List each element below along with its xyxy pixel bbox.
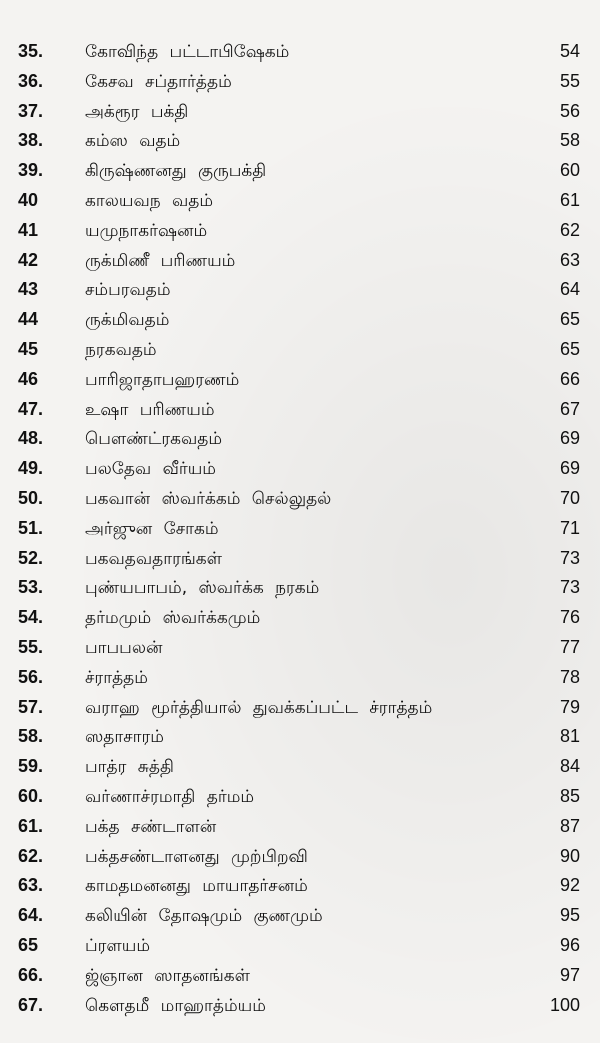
toc-entry-page: 64 <box>559 279 580 300</box>
toc-entry-page: 90 <box>559 845 580 866</box>
toc-entry-title: ஸதாசாரம் <box>85 727 164 748</box>
toc-entry-page: 71 <box>559 517 580 538</box>
toc-entry-title: யமுநாகர்ஷனம் <box>85 220 208 241</box>
toc-entry <box>18 991 580 1021</box>
toc-entry-number: 59. <box>18 756 44 777</box>
toc-entry-title: ருக்மிணீ பரிணயம் <box>85 250 236 271</box>
toc-entry-page: 87 <box>559 815 580 836</box>
toc-entry-page: 60 <box>559 160 580 181</box>
toc-entry-title: கிருஷ்ணனது குருபக்தி <box>85 161 267 182</box>
toc-entry-page: 73 <box>559 547 580 568</box>
toc-entry-number: 47. <box>18 398 44 419</box>
toc-entry <box>18 186 580 216</box>
toc-entry-title: கோவிந்த பட்டாபிஷேகம் <box>85 42 290 62</box>
toc-entry-number: 61. <box>18 815 44 836</box>
toc-entry-page: 95 <box>559 905 580 926</box>
toc-entry-title: வராஹ மூர்த்தியால் துவக்கப்பட்ட ச்ராத்தம் <box>85 697 433 718</box>
toc-entry-title: பாபபலன் <box>85 637 163 658</box>
toc-entry-number: 45 <box>18 338 39 359</box>
toc-entry-title: ச்ராத்தம் <box>85 667 148 688</box>
toc-entry <box>18 514 580 544</box>
toc-entry-title: சம்பரவதம் <box>85 280 171 301</box>
toc-entry <box>18 454 580 484</box>
toc-entry <box>18 97 580 127</box>
toc-entry-number: 54. <box>18 607 44 628</box>
toc-entry <box>18 67 580 97</box>
toc-entry <box>18 901 580 931</box>
toc-entry-number: 60. <box>18 785 44 806</box>
toc-entry-title: ஜ்ஞான ஸாதனங்கள் <box>85 965 251 986</box>
toc-entry <box>18 663 580 693</box>
toc-entry-title: காலயவந வதம் <box>85 190 214 211</box>
toc-entry <box>18 812 580 842</box>
toc-entry-page: 69 <box>559 428 580 449</box>
toc-entry-title: கம்ஸ வதம் <box>85 131 181 152</box>
toc-entry <box>18 633 580 663</box>
toc-entry-page: 56 <box>559 100 580 121</box>
toc-entry-page: 67 <box>559 398 580 419</box>
toc-entry-title: பௌண்ட்ரகவதம் <box>85 429 223 450</box>
toc-entry <box>18 395 580 425</box>
toc-entry-page: 65 <box>559 309 580 330</box>
toc-entry <box>18 782 580 812</box>
toc-entry-title: வர்ணாச்ரமாதி தர்மம் <box>85 786 255 807</box>
toc-entry-title: பாத்ர சுத்தி <box>85 757 174 778</box>
toc-entry <box>18 424 580 454</box>
toc-entry-title: நரகவதம் <box>85 339 157 360</box>
toc-entry-number: 40 <box>18 189 39 210</box>
toc-entry <box>18 752 580 782</box>
toc-entry-number: 65 <box>18 934 39 955</box>
toc-entry-title: கௌதமீ மாஹாத்ம்யம் <box>85 995 266 1016</box>
toc-entry <box>18 842 580 872</box>
toc-entry <box>18 722 580 752</box>
toc-entry-page: 70 <box>559 487 580 508</box>
toc-entry-page: 63 <box>559 249 580 270</box>
toc-entry-number: 37. <box>18 100 44 121</box>
toc-entry-page: 66 <box>559 368 580 389</box>
toc-entry-number: 44 <box>18 309 39 330</box>
toc-entry-number: 56. <box>18 666 44 687</box>
toc-entry <box>18 246 580 276</box>
toc-entry-title: தர்மமும் ஸ்வர்க்கமும் <box>85 608 261 629</box>
toc-entry-page: 55 <box>559 70 580 91</box>
toc-entry-title: பக்தசண்டாளனது முற்பிறவி <box>85 846 308 867</box>
toc-entry-page: 61 <box>559 189 580 210</box>
toc-entry-number: 46 <box>18 368 39 389</box>
toc-entry-title: பக்த சண்டாளன் <box>85 816 217 837</box>
toc-entry-number: 52. <box>18 547 44 568</box>
toc-entry-number: 48. <box>18 428 44 449</box>
toc-entry-title: அர்ஜுன சோகம் <box>85 518 219 539</box>
toc-entry-page: 92 <box>559 875 580 896</box>
toc-entry-title: புண்யபாபம், ஸ்வர்க்க நரகம் <box>85 578 320 599</box>
toc-entry <box>18 693 580 723</box>
toc-entry-title: ருக்மிவதம் <box>85 310 170 331</box>
toc-entry-page: 100 <box>549 994 580 1015</box>
toc-entry-number: 55. <box>18 636 44 657</box>
toc-entry <box>18 603 580 633</box>
toc-entry-title: காமதமனனது மாயாதர்சனம் <box>85 876 308 897</box>
toc-entry-number: 49. <box>18 458 44 479</box>
toc-entry-page: 77 <box>559 636 580 657</box>
toc-entry-number: 53. <box>18 577 44 598</box>
toc-entry-title: உஷா பரிணயம் <box>85 399 215 420</box>
toc-entry <box>18 37 580 67</box>
toc-entry-number: 62. <box>18 845 44 866</box>
toc-entry-title: பலதேவ வீர்யம் <box>85 459 216 480</box>
toc-entry-page: 65 <box>559 338 580 359</box>
toc-entry-number: 67. <box>18 994 44 1015</box>
toc-entry-title: பாரிஜாதாபஹரணம் <box>85 369 240 390</box>
toc-entry-number: 50. <box>18 487 44 508</box>
toc-entry-page: 84 <box>559 756 580 777</box>
table-of-contents <box>18 37 580 1020</box>
toc-entry-number: 63. <box>18 875 44 896</box>
toc-entry <box>18 216 580 246</box>
toc-entry <box>18 484 580 514</box>
toc-entry-page: 76 <box>559 607 580 628</box>
toc-entry-number: 39. <box>18 160 44 181</box>
toc-entry-page: 96 <box>559 934 580 955</box>
toc-entry-page: 62 <box>559 219 580 240</box>
toc-entry-title: பகவான் ஸ்வர்க்கம் செல்லுதல் <box>85 488 332 509</box>
toc-entry-title: கேசவ சப்தார்த்தம் <box>85 71 232 92</box>
toc-entry-title: பகவதவதாரங்கள் <box>85 548 222 569</box>
toc-entry-title: கலியின் தோஷமும் குணமும் <box>85 906 323 927</box>
toc-entry-page: 85 <box>559 785 580 806</box>
toc-entry-page: 81 <box>559 726 580 747</box>
toc-entry <box>18 931 580 961</box>
toc-entry <box>18 365 580 395</box>
toc-entry <box>18 126 580 156</box>
toc-entry-number: 35. <box>18 41 44 61</box>
toc-entry <box>18 573 580 603</box>
toc-entry-page: 73 <box>559 577 580 598</box>
toc-entry-page: 54 <box>559 41 580 61</box>
toc-entry-number: 51. <box>18 517 44 538</box>
toc-entry-page: 58 <box>559 130 580 151</box>
toc-entry <box>18 335 580 365</box>
toc-entry-title: அக்ரூர பக்தி <box>85 101 189 122</box>
toc-entry-page: 69 <box>559 458 580 479</box>
toc-entry <box>18 961 580 991</box>
toc-entry-number: 38. <box>18 130 44 151</box>
toc-entry <box>18 544 580 574</box>
toc-entry <box>18 156 580 186</box>
toc-entry <box>18 871 580 901</box>
toc-entry-number: 57. <box>18 696 44 717</box>
toc-entry-number: 36. <box>18 70 44 91</box>
toc-entry-page: 97 <box>559 964 580 985</box>
toc-entry-number: 58. <box>18 726 44 747</box>
toc-entry-number: 41 <box>18 219 39 240</box>
toc-entry-page: 79 <box>559 696 580 717</box>
toc-entry-page: 78 <box>559 666 580 687</box>
toc-entry-title: ப்ரளயம் <box>85 935 151 956</box>
toc-entry-number: 43 <box>18 279 39 300</box>
toc-entry <box>18 275 580 305</box>
toc-entry <box>18 305 580 335</box>
toc-entry-number: 42 <box>18 249 39 270</box>
toc-entry-number: 64. <box>18 905 44 926</box>
toc-entry-number: 66. <box>18 964 44 985</box>
